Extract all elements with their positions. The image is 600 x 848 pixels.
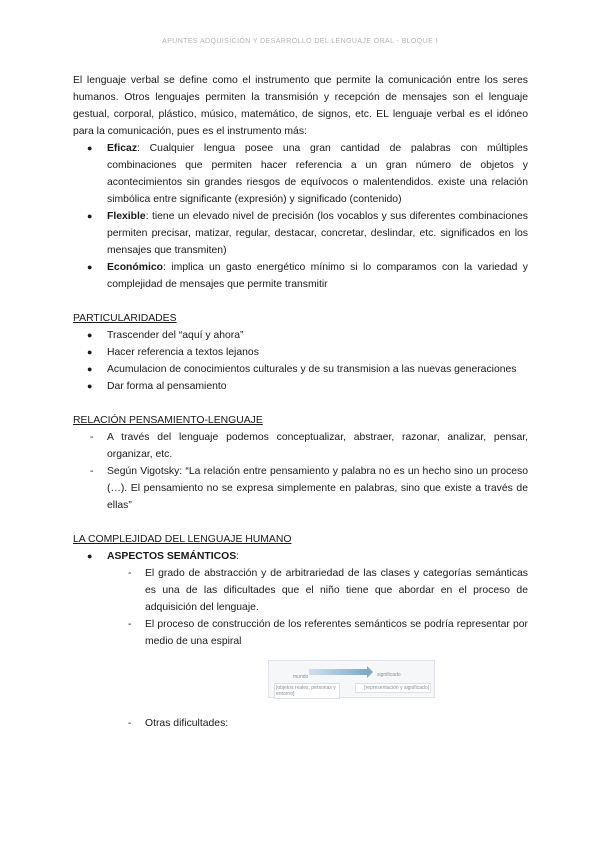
term: Económico (107, 262, 164, 273)
running-header: APUNTES ADQUISICIÓN Y DESARROLLO DEL LENGUAJE ORAL - BLOQUE I (162, 38, 438, 45)
section-heading-relacion: RELACIÓN PENSAMIENTO-LENGUAJE (73, 415, 263, 426)
term-description: : Cualquier lengua posee una gran cantidad de palabras con múltiples combinaciones que permiten hacer referencia a un gran número de objetos y acontecimientos sin grandes riesgos de equívocos o malentendidos. existe una relación simbólica entre significante (expresión) y significado (contenido) (107, 143, 528, 205)
list-item: ● Hacer referencia a textos lejanos (73, 344, 528, 361)
section-heading-complejidad: LA COMPLEJIDAD DEL LENGUAJE HUMANO (73, 534, 292, 545)
list-item (73, 259, 528, 293)
diagram-left-box: [objetos reales, personas y entorno] (274, 683, 340, 699)
document-body (73, 72, 528, 732)
term: Eficaz (107, 143, 138, 154)
aspect-title: ASPECTOS SEMÁNTICOS (107, 551, 237, 562)
list-item (73, 208, 528, 259)
spiral-diagram (268, 660, 435, 698)
semantic-list (73, 565, 528, 650)
list-item: - Otras dificultades: (73, 715, 528, 732)
diagram-left-label: mundo (293, 674, 309, 680)
list-item: - El grado de abstracción y de arbitrariedad de las clases y categorías semánticas es una de las dificultades que el niño tiene que abordar en el proceso de adquisición del lenguaje. (73, 565, 528, 616)
term-description: : tiene un elevado nivel de precisión (los vocablos y sus diferentes combinaciones permiten precisar, matizar, regular, destacar, concretar, deslindar, etc. significados en los mensajes que transmiten) (107, 211, 528, 256)
list-item: ● Acumulacion de conocimientos culturales y de su transmision a las nuevas generaciones (73, 361, 528, 378)
list-item: ● Dar forma al pensamiento (73, 378, 528, 395)
other-difficulties-list (73, 715, 528, 732)
diagram-right-box: [representación y significado] (355, 683, 431, 693)
diagram-right-label: significado (377, 672, 401, 678)
list-item: - Según Vigotsky: “La relación entre pensamiento y palabra no es un hecho sino un proceso (…). El pensamiento no se expresa simplemente en palabras, sino que existe a través de ellas” (73, 463, 528, 514)
aspect-colon: : (236, 551, 240, 562)
relacion-list (73, 429, 528, 514)
list-item (73, 548, 528, 565)
section-heading-particularidades: PARTICULARIDADES (73, 313, 177, 324)
complejidad-list (73, 548, 528, 565)
qualities-list (73, 140, 528, 293)
list-item: - A través del lenguaje podemos conceptualizar, abstraer, razonar, analizar, pensar, organizar, etc. (73, 429, 528, 463)
list-item (73, 140, 528, 208)
list-item: ● Trascender del “aquí y ahora” (73, 327, 528, 344)
intro-paragraph: El lenguaje verbal se define como el instrumento que permite la comunicación entre los seres humanos. Otros lenguajes permiten la transmisión y recepción de mensajes son el lenguaje gestual, corporal, plástico, músico, matemático, de signos, etc. EL lenguaje verbal es el idóneo para la comunicación, pues es el instrumento más: (73, 75, 528, 137)
term-description: : implica un gasto energético mínimo si lo comparamos con la variedad y complejidad de mensajes que permite transmitir (107, 262, 528, 290)
list-item: - El proceso de construcción de los referentes semánticos se podría representar por medio de una espiral (73, 616, 528, 650)
arrow-icon (309, 669, 367, 675)
term: Flexible (107, 211, 146, 222)
particularidades-list (73, 327, 528, 395)
